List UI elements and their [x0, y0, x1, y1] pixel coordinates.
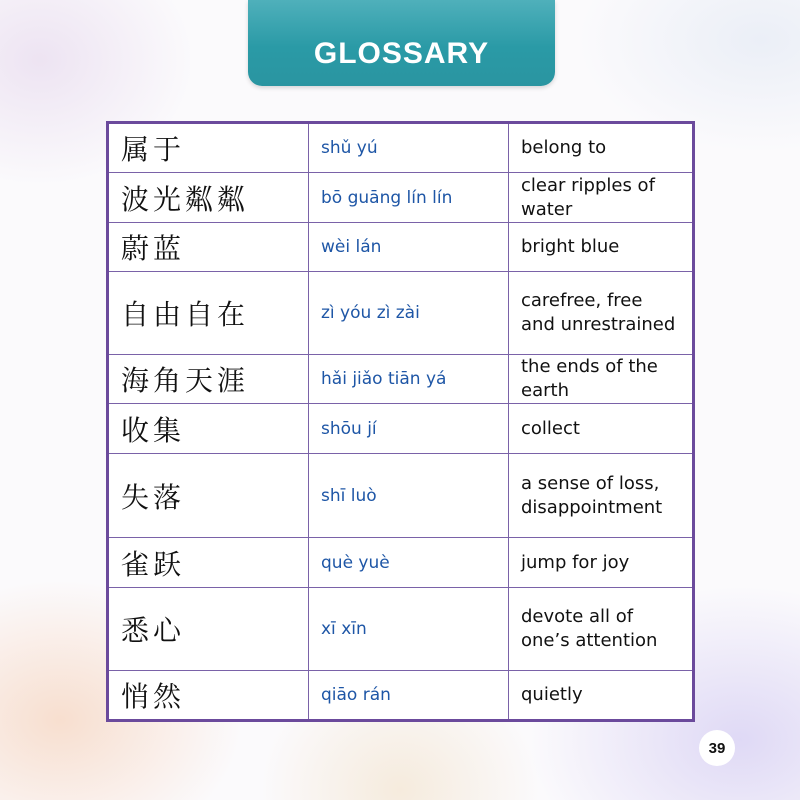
meaning-cell: jump for joy: [509, 538, 694, 588]
glossary-row: [108, 588, 694, 671]
glossary-row: [108, 538, 694, 588]
header-banner: [248, 0, 555, 86]
pinyin-cell: hǎi jiǎo tiān yá: [309, 355, 509, 404]
glossary-row: [108, 671, 694, 721]
hanzi-cell: 收集: [108, 404, 309, 454]
pinyin-cell: què yuè: [309, 538, 509, 588]
pinyin-cell: xī xīn: [309, 588, 509, 671]
glossary-row: [108, 173, 694, 223]
pinyin-cell: qiāo rán: [309, 671, 509, 721]
page-number: 39: [699, 730, 735, 766]
pinyin-cell: shǔ yú: [309, 123, 509, 173]
page-title: GLOSSARY: [313, 37, 490, 70]
meaning-cell: quietly: [509, 671, 694, 721]
pinyin-cell: zì yóu zì zài: [309, 272, 509, 355]
meaning-cell: bright blue: [509, 223, 694, 272]
glossary-row: [108, 123, 694, 173]
meaning-cell: collect: [509, 404, 694, 454]
meaning-cell: a sense of loss, disappointment: [509, 454, 694, 538]
hanzi-cell: 属于: [108, 123, 309, 173]
hanzi-cell: 波光粼粼: [108, 173, 309, 223]
glossary-table: [106, 121, 695, 722]
glossary-row: [108, 355, 694, 404]
hanzi-cell: 失落: [108, 454, 309, 538]
hanzi-cell: 雀跃: [108, 538, 309, 588]
hanzi-cell: 蔚蓝: [108, 223, 309, 272]
pinyin-cell: shōu jí: [309, 404, 509, 454]
hanzi-cell: 悉心: [108, 588, 309, 671]
meaning-cell: the ends of the earth: [509, 355, 694, 404]
pinyin-cell: shī luò: [309, 454, 509, 538]
hanzi-cell: 海角天涯: [108, 355, 309, 404]
glossary-row: [108, 223, 694, 272]
meaning-cell: clear ripples of water: [509, 173, 694, 223]
pinyin-cell: wèi lán: [309, 223, 509, 272]
meaning-cell: belong to: [509, 123, 694, 173]
meaning-cell: devote all of one’s attention: [509, 588, 694, 671]
pinyin-cell: bō guāng lín lín: [309, 173, 509, 223]
meaning-cell: carefree, free and unrestrained: [509, 272, 694, 355]
hanzi-cell: 自由自在: [108, 272, 309, 355]
hanzi-cell: 悄然: [108, 671, 309, 721]
glossary-row: [108, 404, 694, 454]
glossary-row: [108, 272, 694, 355]
glossary-row: [108, 454, 694, 538]
